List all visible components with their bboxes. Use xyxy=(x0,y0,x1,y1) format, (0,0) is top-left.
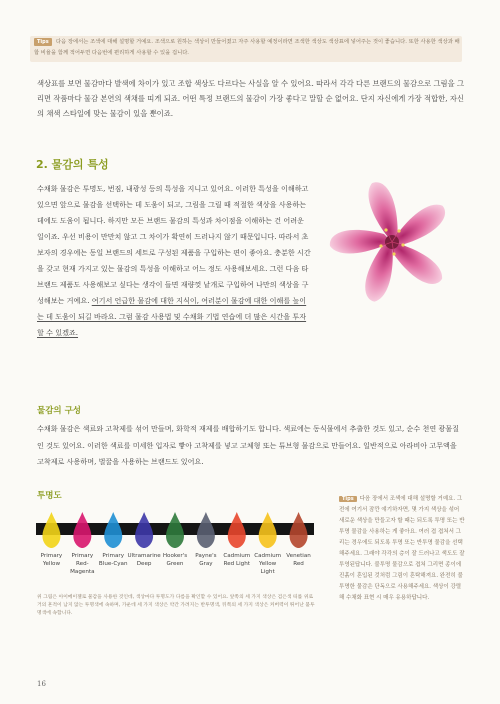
swatch-label-line: Ultramarine xyxy=(127,553,161,559)
swatch-labels xyxy=(34,552,316,586)
section-paragraph xyxy=(37,181,311,341)
swatch-label-line: Payne's xyxy=(195,553,217,559)
swatch-label xyxy=(220,552,254,568)
swatch-label-line: Hooker's xyxy=(162,553,188,559)
swatch-label-line: Cadmium xyxy=(254,553,282,559)
paint-drop-swatch xyxy=(259,512,277,548)
flower-illustration xyxy=(316,176,468,306)
swatch-label-line: Red Light xyxy=(223,561,250,567)
swatch-label xyxy=(189,552,223,568)
swatch-label-line: Red- xyxy=(76,561,89,567)
swatch-label-line: Deep xyxy=(136,561,152,567)
paint-drop-swatch xyxy=(135,512,153,548)
paint-drop-swatch xyxy=(42,512,60,548)
tips-box-side xyxy=(339,494,465,604)
paint-drop-swatch xyxy=(228,512,246,548)
paint-drop-swatch xyxy=(290,512,308,548)
swatch-label xyxy=(34,552,68,568)
swatch-label-line: Yellow xyxy=(42,561,61,567)
paint-drop-swatch xyxy=(166,512,184,548)
tips-tag-top: Tips xyxy=(34,38,52,46)
composition-heading: 물감의 구성 xyxy=(37,406,82,416)
swatch-label-line: Red xyxy=(293,561,304,567)
swatch-label xyxy=(158,552,192,568)
tips-text-side: 다음 장에서 조색에 대해 설명할 거예요. 그 전에 여기서 잠깐 얘기하자면, 몇 가지 색상을 섞어 새로운 색상을 만들고자 할 때는 되도록 투명 또는 반투명 물감을 사용하는 게 좋아요. 여러 겹 겹쳐서 그리는 경우에도 되도록 투명 또는 반투명 물감을 선택해주세요. 그래야 각각의 층이 잘 드러나고 색도도 잘 투영된답니다. 불투명 물감으로 겹쳐 그리면 종이에 진흙이 혼입된 것처럼 그림이 혼탁해져요. 완전히 불투명한 물감은 단독으로 사용해주세요. 색상이 강렬해 수채화 표현 시 매우 유용하답니다. xyxy=(339,496,465,601)
section-paragraph-plain: 수채화 물감은 투명도, 번짐, 내광성 등의 특성을 지니고 있어요. 이러한 특성을 이해하고 있으면 앞으로 물감을 선택하는 데 도움이 되고, 그림을 그릴 때 적절한 색상을 사용하는 데에도 도움이 됩니다. 하지만 모든 브랜드 물감의 특성과 차이점을 이해하는 건 어려운 일이죠. 우선 비용이 만만치 않고 그 차이가 확연히 드러나지 않기 때문입니다. 따라서 초보자의 경우에는 동일 브랜드의 세트로 구성된 제품을 구입하는 편이 좋아요. 충분한 시간을 갖고 현재 가지고 있는 물감의 특성을 이해하고 어느 정도 사용해보세요. 그런 다음 타 브랜드 제품도 사용해보고 싶다는 생각이 들면 재량껏 낱개로 구입하여 나만의 색상을 구성해보는 거예요. xyxy=(37,184,311,306)
section-paragraph-underlined: 여기서 언급한 물감에 대한 지식이, 여러분이 물감에 대한 이해를 높이는 데 도움이 되길 바라요. 그럼 물감 사용법 및 수채화 기법 연습에 더 많은 시간을 투자할 수 있겠죠. xyxy=(37,296,307,338)
swatch-label-line: Primary xyxy=(40,553,63,559)
transparency-caption: 위 그림은 아이메이젤로 물감을 사용한 것인데, 색상마다 투명도가 다름을 확인할 수 있어요. 앞쪽의 세 가지 색상은 검은색 띠를 위로 거의 흔적이 남지 않는 투명색에 속하며, 가운데 세 가지 색상은 약간 가려지는 반투명색, 뒤쪽의 세 가지 색상은 커버력이 뛰어난 불투명색에 속합니다. xyxy=(37,595,315,616)
swatch-label-line: Primary xyxy=(102,553,125,559)
swatch-label xyxy=(282,552,316,568)
swatch-label-line: Light xyxy=(260,569,275,575)
page-number: 16 xyxy=(37,680,46,688)
swatch-label-line: Green xyxy=(166,561,184,567)
paint-drop-swatch xyxy=(104,512,122,548)
swatch-label-line: Venetian xyxy=(286,553,311,559)
composition-paragraph: 수채화 물감은 색료와 고착제를 섞어 만들며, 화학적 재제를 배합하기도 합니다. 색료에는 동식물에서 추출한 것도 있고, 순수 천연 광물질인 것도 있어요. 이러한 색료를 미세한 입자로 빻아 고착제를 넣고 고체형 또는 튜브형 물감으로 만들어요. 일반적으로 아라비아 고무액을 고착제로 사용하며, 벌꿀을 사용하는 브랜드도 있어요. xyxy=(37,424,459,466)
swatch-label xyxy=(65,552,99,576)
paint-drop-swatch xyxy=(73,512,91,548)
section-heading: 2. 물감의 특성 xyxy=(36,158,109,171)
transparency-heading: 투명도 xyxy=(37,491,62,501)
paint-drop-swatch xyxy=(197,512,215,548)
swatch-label-line: Gray xyxy=(199,561,213,567)
swatch-label-line: Yellow xyxy=(259,561,277,567)
tips-tag-side: Tips xyxy=(339,496,357,502)
transparency-swatches xyxy=(34,510,316,550)
intro-paragraph: 색상표를 보면 물감마다 발색에 차이가 있고 조합 색상도 다르다는 사실을 알 수 있어요. 따라서 각각 다른 브랜드의 물감으로 그림을 그리면 작품마다 물감 본연의 색채를 띠게 되죠. 어떤 특정 브랜드의 물감이 가장 좋다고 말할 순 없어요. 단지 자신에게 가장 적합한, 자신의 채색 스타일에 맞는 물감이 있을 뿐이죠. xyxy=(37,79,465,119)
swatch-label-line: Primary xyxy=(71,553,94,559)
swatch-label xyxy=(127,552,161,568)
swatch-label xyxy=(251,552,285,576)
tips-text-top: 다음 장에서는 조색에 대해 설명할 거예요. 조색으로 원하는 색상이 만들어졌고 자주 사용할 예정이라면 조색한 색상도 색상표에 넣어주는 것이 좋습니다. 또한 사용한 색상과 배합 비율을 함께 적어두면 다음번에 편리하게 사용할 수 있을 겁니다. xyxy=(34,39,460,56)
swatch-label xyxy=(96,552,130,568)
swatch-label-line: Magenta xyxy=(70,569,95,575)
swatch-label-line: Blue-Cyan xyxy=(98,561,128,567)
swatch-label-line: Cadmium xyxy=(223,553,251,559)
